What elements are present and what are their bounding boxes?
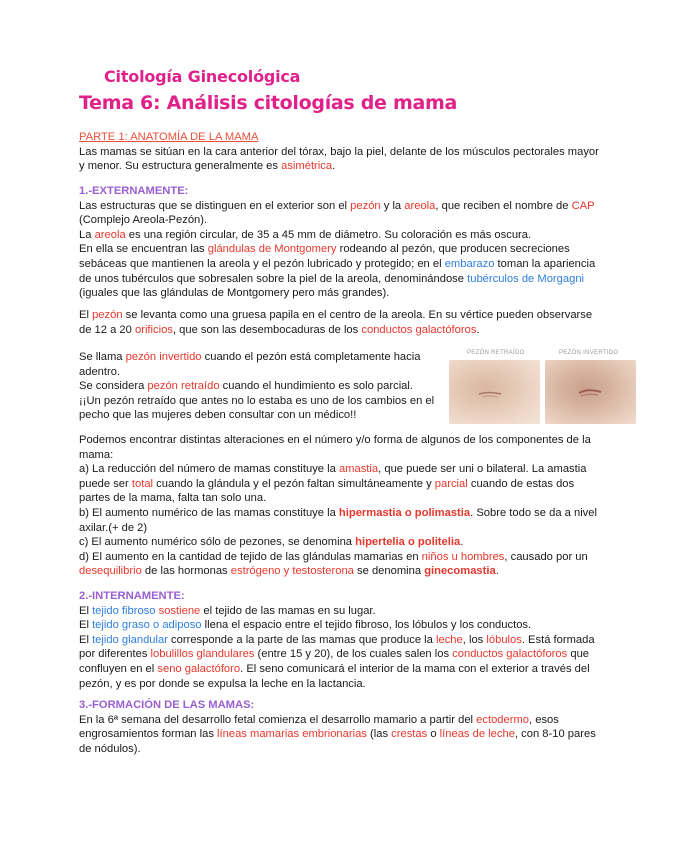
- s1-text: toman la apariencia de unos tubérculos que sobresalen sobre la piel de la areola, denominándose: [79, 257, 596, 285]
- s1-hl-parcial: parcial: [434, 477, 468, 490]
- s1-text: Las estructuras que se distinguen en el exterior son el: [79, 199, 351, 212]
- alteration-a: [79, 462, 599, 506]
- s2-hl-sostiene: sostiene: [158, 604, 201, 617]
- s1-text: rodeando al pezón, que producen secreciones sebáceas que mantienen la areola y el pezón lubricado y protegido; en el: [79, 243, 570, 270]
- section1-top: [79, 184, 599, 301]
- image-caption-retraido: PEZÓN RETRAÍDO: [467, 350, 525, 356]
- alterations-intro: Podemos encontrar distintas alteraciones en el número y/o forma de algunos de los componentes de la mama:: [79, 434, 591, 461]
- s1-text: , causado por un: [504, 550, 588, 563]
- s1-hl-morgagni: tubérculos de Morgagni: [467, 272, 585, 285]
- s1-hl-amastia: amastia: [338, 463, 379, 476]
- s2-text: (entre 15 y 20), de los cuales salen los: [254, 648, 453, 661]
- s3-text: En la 6ª semana del desarrollo fetal comienza el desarrollo mamario a partir del: [79, 713, 477, 726]
- section2-line3: [79, 633, 599, 691]
- s1-text: y la: [380, 199, 405, 212]
- s1-text: b) El aumento numérico de las mamas constituye la: [79, 506, 339, 519]
- s1-hl-hipertelia: hipertelia o politelia: [355, 536, 461, 549]
- section2-line1: [79, 604, 599, 619]
- s1-text: cuando el pezón está completamente hacia adentro.: [79, 351, 421, 378]
- s1-text: d) El aumento en la cantidad de tejido de las glándulas mamarias en: [79, 550, 422, 563]
- s1-hl-pezon: pezón: [350, 199, 381, 212]
- section1-pezon-paragraph: [79, 308, 599, 337]
- s1-hl-retraido: pezón retraído: [147, 380, 220, 393]
- s1-text: .: [495, 565, 499, 578]
- s3-hl-lineas: líneas mamarias embrionarias: [217, 728, 367, 741]
- s2-hl-conductos: conductos galactóforos: [452, 648, 568, 661]
- alteration-d: [79, 550, 599, 579]
- s1-hl-conductos: conductos galactóforos: [361, 323, 477, 336]
- s1-text: , que puede ser uni o bilateral. La amastia puede ser: [79, 463, 587, 490]
- s1-hl-ginecomastia: ginecomastia: [424, 565, 496, 578]
- s1-hl-ninos-hombres: niños u hombres: [421, 550, 505, 563]
- s1-hl-desequilibrio: desequilibrio: [79, 565, 142, 578]
- section3: [79, 698, 599, 756]
- alteration-b: [79, 506, 599, 535]
- s2-text: el tejido de las mamas en su lugar.: [200, 604, 376, 617]
- s1-text: (Complejo Areola-Pezón).: [79, 214, 208, 227]
- inverted-nipple-photo: [545, 360, 636, 424]
- inverted-nipple-mark: [545, 360, 636, 424]
- s1-text: El: [79, 309, 93, 321]
- alteration-c: [79, 535, 599, 550]
- s3-text: , esos engrosamientos forman las: [79, 713, 559, 741]
- s1-hl-total: total: [131, 477, 154, 490]
- nipple-comparison-image: [449, 350, 638, 424]
- s3-text: o: [427, 728, 440, 741]
- s1-text: (iguales que las glándulas de Montgomery pero más grandes).: [79, 287, 390, 300]
- section1-line2: [79, 228, 599, 243]
- s3-hl-lineas-leche: líneas de leche: [439, 728, 515, 741]
- s2-hl-leche: leche: [436, 633, 463, 646]
- s1-text: .: [476, 323, 480, 336]
- s1-hl-embarazo: embarazo: [444, 257, 495, 270]
- s2-text: corresponde a la parte de las mamas que produce la: [167, 633, 436, 646]
- image-caption-invertido: PEZÓN INVERTIDO: [559, 350, 619, 356]
- s2-hl-seno: seno galactóforo: [157, 662, 241, 675]
- s1-text: se denomina: [353, 565, 425, 578]
- warning-line: ¡¡Un pezón retraído que antes no lo estaba es uno de los cambios en el pecho que las mujeres deben consultar con un médico!!: [79, 394, 435, 422]
- s1-text: , que son las desembocaduras de los: [172, 323, 362, 336]
- s1-hl-invertido: pezón invertido: [125, 351, 202, 363]
- s1-text: , que reciben el nombre de: [435, 199, 572, 212]
- s3-text: (las: [366, 728, 392, 741]
- s1-hl-areola2: areola: [94, 228, 126, 241]
- s1-text: cuando de estas dos partes de la mama, falta tan solo una.: [79, 477, 575, 505]
- s1-text: es una región circular, de 35 a 45 mm de diámetro. Su coloración es más oscura.: [125, 228, 532, 241]
- inverted-nipple-line: [79, 350, 441, 379]
- s1-text: Se considera: [79, 380, 148, 393]
- s1-text: cuando la glándula y el pezón faltan simultáneamente y: [153, 477, 435, 490]
- s2-hl-lobulos: lóbulos: [486, 633, 522, 646]
- s2-hl-fibroso: tejido fibroso: [92, 604, 156, 617]
- retracted-nipple-photo: [449, 360, 540, 424]
- retracted-nipple-mark: [449, 360, 540, 424]
- s1-text: se levanta como una gruesa papila en el centro de la areola. En su vértice pueden observarse de 12 a 20: [79, 309, 593, 336]
- part1-highlight: asimétrica: [281, 160, 333, 173]
- s2-hl-lobulillos: lobulillos glandulares: [150, 648, 255, 661]
- section1-alterations: [79, 433, 599, 579]
- part1-text-end: .: [332, 160, 336, 173]
- s1-text: de las hormonas: [141, 565, 231, 578]
- part1-section: [79, 130, 599, 174]
- section1-heading: 1.-EXTERNAMENTE:: [79, 185, 189, 197]
- part1-heading: PARTE 1: ANATOMÍA DE LA MAMA: [79, 131, 259, 143]
- s1-text: cuando el hundimiento es solo parcial.: [219, 380, 413, 393]
- s2-hl-graso: tejido graso o adiposo: [92, 619, 202, 632]
- s1-text: . Sobre todo se da a nivel axilar.(+ de 2): [79, 506, 597, 534]
- section1-line3: [79, 242, 599, 300]
- s1-text: .: [460, 536, 464, 549]
- s1-hl-pezon2: pezón: [92, 309, 123, 321]
- section2-line2: [79, 618, 599, 633]
- s1-text: En ella se encuentran las: [79, 243, 208, 256]
- s1-text: c) El aumento numérico sólo de pezones, se denomina: [79, 536, 356, 549]
- s2-text: llena el espacio entre el tejido fibroso, los lóbulos y los conductos.: [201, 619, 532, 632]
- s1-hl-cap: CAP: [571, 199, 595, 212]
- retracted-nipple-line: [79, 379, 441, 394]
- part1-text: Las mamas se sitúan en la cara anterior del tórax, bajo la piel, delante de los músculos pectorales mayor y menor. Su estructura generalmente es: [79, 145, 599, 173]
- s2-text: El: [79, 633, 93, 646]
- section1-nipple-types: [79, 350, 441, 423]
- part1-paragraph: [79, 145, 599, 174]
- s2-text: , los: [462, 633, 487, 646]
- s2-text: El: [79, 604, 93, 617]
- page-title: Tema 6: Análisis citologías de mama: [79, 92, 457, 114]
- s1-text: a) La reducción del número de mamas constituye la: [79, 463, 339, 476]
- s1-hl-montgomery: glándulas de Montgomery: [207, 243, 337, 256]
- section3-heading: 3.-FORMACIÓN DE LAS MAMAS:: [79, 699, 255, 711]
- s1-text: Se llama: [79, 351, 126, 363]
- s3-hl-crestas: crestas: [391, 728, 428, 741]
- s3-hl-ectodermo: ectodermo: [476, 713, 529, 726]
- s2-text: . Está formada por diferentes: [79, 633, 595, 661]
- s2-text: que confluyen en el: [79, 648, 590, 675]
- s3-text: , con 8-10 pares de nódulos).: [79, 728, 596, 755]
- section1-line1: [79, 199, 599, 228]
- section2-heading: 2.-INTERNAMENTE:: [79, 590, 185, 602]
- section2: [79, 589, 599, 691]
- s1-hl-hipermastia: hipermastia o polimastia: [338, 506, 471, 519]
- s1-hl-areola: areola: [404, 199, 436, 212]
- s2-text: El: [79, 619, 93, 632]
- s1-text: La: [79, 228, 95, 241]
- s2-hl-glandular: tejido glandular: [92, 633, 168, 646]
- s1-hl-hormonas: estrógeno y testosterona: [230, 565, 354, 578]
- subject-title: Citología Ginecológica: [104, 67, 301, 86]
- s2-text: . El seno comunicará el interior de la mama con el exterior a través del pezón, y es por donde se expulsa la leche en la lactancia.: [79, 662, 590, 690]
- s1-hl-orificios: orificios: [135, 323, 173, 336]
- pezon-paragraph: [79, 308, 599, 337]
- section3-line1: [79, 713, 599, 757]
